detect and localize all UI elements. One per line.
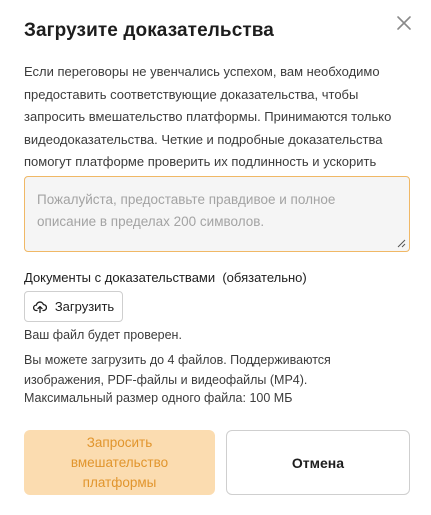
resize-grip-icon[interactable]: [397, 239, 406, 248]
info-review: Ваш файл будет проверен.: [24, 328, 182, 342]
info-formats: Вы можете загрузить до 4 файлов. Поддерживаются изображения, PDF-файлы и видеофайлы (MP4).: [24, 353, 331, 387]
dialog-title: Загрузите доказательства: [24, 20, 274, 41]
upload-button-label: Загрузить: [54, 299, 115, 314]
info-size: Максимальный размер одного файла: 100 МБ: [24, 391, 293, 405]
documents-label: Документы с доказательствами (обязательно): [24, 270, 307, 285]
cancel-button[interactable]: Отмена: [226, 430, 410, 495]
close-icon[interactable]: [395, 14, 413, 32]
description-field-wrapper: [24, 176, 410, 252]
upload-button[interactable]: [24, 291, 123, 322]
dialog-description: Если переговоры не увенчались успехом, вам необходимо предоставить соответствующие доказательства, чтобы запросить вмешательство платформы. Принимаются только видеодоказательства. Четкие и подробные доказательства помогут платформе проверить их подлинность и ускорить: [24, 64, 392, 169]
upload-icon: [33, 300, 47, 313]
request-intervention-button[interactable]: Запросить вмешательство платформы: [24, 430, 215, 495]
description-input[interactable]: [25, 177, 409, 251]
